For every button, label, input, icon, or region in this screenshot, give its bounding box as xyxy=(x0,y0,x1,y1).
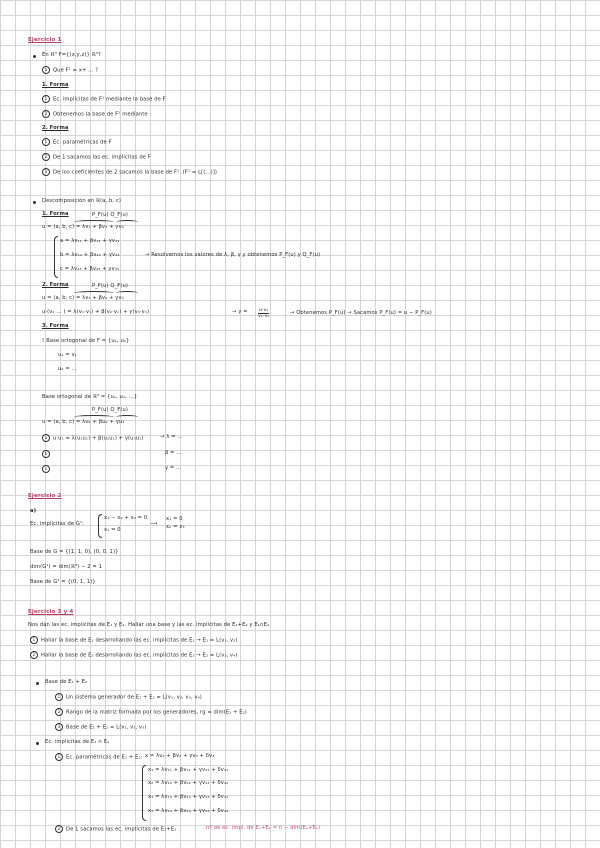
subsection-title: 2. Forma xyxy=(42,125,69,131)
system-line: x₁ = λv₁₁ + βv₂₁ + γv₃₁ + δv₄₁ xyxy=(148,767,229,773)
text-line: Base de G = {(1, 1, 0), (0, 0, 1)} xyxy=(30,549,119,555)
system-line: b = λv₁₂ + βv₂₂ + γv₃₂ xyxy=(60,252,120,258)
text-line: Base de G¹ = {(0, 1, 1)} xyxy=(30,579,96,585)
equation: u = (a, b, c) = λu₁ + βu₂ + γu₃ xyxy=(42,419,125,425)
text-line: 2 De 1 sacamos las ec. implícitas de F xyxy=(42,153,151,162)
item-mark: a) xyxy=(30,508,37,514)
text-line: 2 Obtenemos la base de F¹ mediante xyxy=(42,110,148,119)
system-brace xyxy=(142,765,146,821)
text-line: 1 Ec. paramétricas de E₁ + E₂: xyxy=(55,753,143,762)
equation: x = λv₁ + βv₂ + γv₃ + δv₄ xyxy=(145,753,215,759)
text-line: 3 De los coeficientes de 2 sacamos la base de F¹. (F¹ = L[(...)]) xyxy=(42,168,217,177)
system-line: x₂ = λv₁₂ + βv₂₂ + γv₃₂ + δv₄₂ xyxy=(148,780,229,786)
text-line: Nos dan las ec. implícitas de E₁ y E₂. Hallar una base y las ec. implícitas de E₁+E₂ y E₁∩E₂ xyxy=(28,622,270,628)
text-line: 1 Ec. implícitas de F¹ mediante la base de F xyxy=(42,95,166,104)
equation: u = (a, b, c) = λv₁ + βv₂ + γv₃ xyxy=(42,295,124,301)
text-line: Base de E₁ + E₂ xyxy=(45,679,88,685)
equation: b xyxy=(42,450,53,459)
text-line: Base ortogonal de ℝ³ = {u₁, u₂, ...} xyxy=(42,394,138,400)
text-line: ! Base ortogonal de F = {u₁, u₂} xyxy=(42,338,130,344)
system-line: x₁ − x₂ + x₃ = 0 xyxy=(104,515,148,521)
exercise34-title: Ejercicio 3 y 4 xyxy=(28,609,74,615)
bullet xyxy=(36,682,39,685)
equation: → λ = ... xyxy=(160,434,183,440)
equation: u·(v₁ ... ) = λ(v₁·v₁) + β(v₂·v₁) + γ(v₃·v₁) xyxy=(42,309,150,315)
equation: c xyxy=(42,465,53,474)
exercise2-title: Ejercicio 2 xyxy=(28,493,62,499)
system-brace xyxy=(98,514,102,538)
note: → Resolvemos los valores de λ, β, γ y obtenemos P_F(u) y Q_F(u) xyxy=(145,252,321,258)
equation-arrow: → γ = xyxy=(232,309,248,315)
equation: u₂ = ... xyxy=(58,366,77,372)
system-line: a = λv₁₁ + βv₂₁ + γv₃₁ xyxy=(60,238,120,244)
text-line: 1 Ec. paramétricas de F xyxy=(42,138,112,147)
subsection-title: 3. Forma xyxy=(42,323,69,329)
projection-labels: P_F(u) Q_F(u) xyxy=(92,212,128,218)
text-line: dim(G¹) = dim(ℝ³) − 2 = 1 xyxy=(30,564,102,570)
text-line: nº de ec. impl. de E₁+E₂ = n − dim(E₁+E₂) xyxy=(206,825,321,831)
exercise1-line1: En ℝ³ F={(x,y,z)} ℝ³? xyxy=(42,52,101,58)
exercise1-line2: a Que F¹ = x+ ... ? xyxy=(42,66,98,75)
equation: β = ... xyxy=(165,450,182,456)
equation: γ = ... xyxy=(165,465,182,471)
subsection-title: 2. Forma xyxy=(42,282,69,288)
text-line: 2 De 1 sacamos las ec. implícitas de E₁+E₂ xyxy=(55,825,176,834)
bullet xyxy=(36,742,39,745)
text-line: 2 Hallar la base de E₂ desarrollando las ec. implícitas de E₂ → E₂ = L(v₃, v₄) xyxy=(30,651,238,660)
projection-labels: P_F(u) Q_F(u) xyxy=(92,283,128,289)
equation: u₁ = v₁ xyxy=(58,352,77,358)
equation: u = (a, b, c) = λv₁ + βv₂ + γv₃ xyxy=(42,224,124,230)
bullet xyxy=(33,201,36,204)
text-line: 1 Un sistema generador de E₁ + E₂ = L(v₁, v₂, v₃, v₄) xyxy=(55,693,202,702)
result-line: x₂ = x₃ xyxy=(166,524,185,530)
subsection-title: 1. Forma xyxy=(42,211,69,217)
equation: a u·u₁ = λ(u₁u₁) + β(u₂u₁) + γ(u₃u₁) xyxy=(42,434,143,443)
text-line: 2 Rango de la matriz formada por los generadores, rg = dim(E₁ + E₂) xyxy=(55,708,247,717)
subsection-title: 1. Forma xyxy=(42,82,69,88)
system-brace xyxy=(54,236,58,278)
system-line: x₃ = λv₁₃ + βv₂₃ + γv₃₃ + δv₄₃ xyxy=(148,794,229,800)
text-line: Ec. implícitas de E₁ ∩ E₂ xyxy=(45,739,110,745)
note: → Obtenemos P_F(u) → Sacamos P_F(u) = u − P_F(u) xyxy=(290,310,432,316)
text-line: 1 Hallar la base de E₁ desarrollando las ec. implícitas de E₁ → E₁ = L(v₁, v₂) xyxy=(30,636,238,645)
system-line: x₁ = 0 xyxy=(104,527,121,533)
result-line: x₁ = 0 xyxy=(166,516,183,522)
circled-number: a xyxy=(42,66,50,74)
arrow: ⟶ xyxy=(150,521,158,527)
projection-labels: P_F(u) Q_F(u) xyxy=(92,407,128,413)
text-line: Ec. implícitas de G¹: xyxy=(30,521,85,527)
text-line: 3 Base de E₁ + E₂ = L(v₁, v₂, v₃) xyxy=(55,723,147,732)
fraction: $\frac{\text{u·v₁}}{\text{v₁·v₁}}$ xyxy=(258,308,270,319)
bullet xyxy=(33,55,36,58)
system-line: x₄ = λv₁₄ + βv₂₄ + γv₃₄ + δv₄₄ xyxy=(148,808,229,814)
system-line: c = λv₁₃ + βv₂₃ + γv₃₃ xyxy=(60,266,120,272)
descomposition-title: Descomposición en ℝ(a, b, c) xyxy=(42,198,121,204)
exercise1-title: Ejercicio 1 xyxy=(28,37,62,43)
